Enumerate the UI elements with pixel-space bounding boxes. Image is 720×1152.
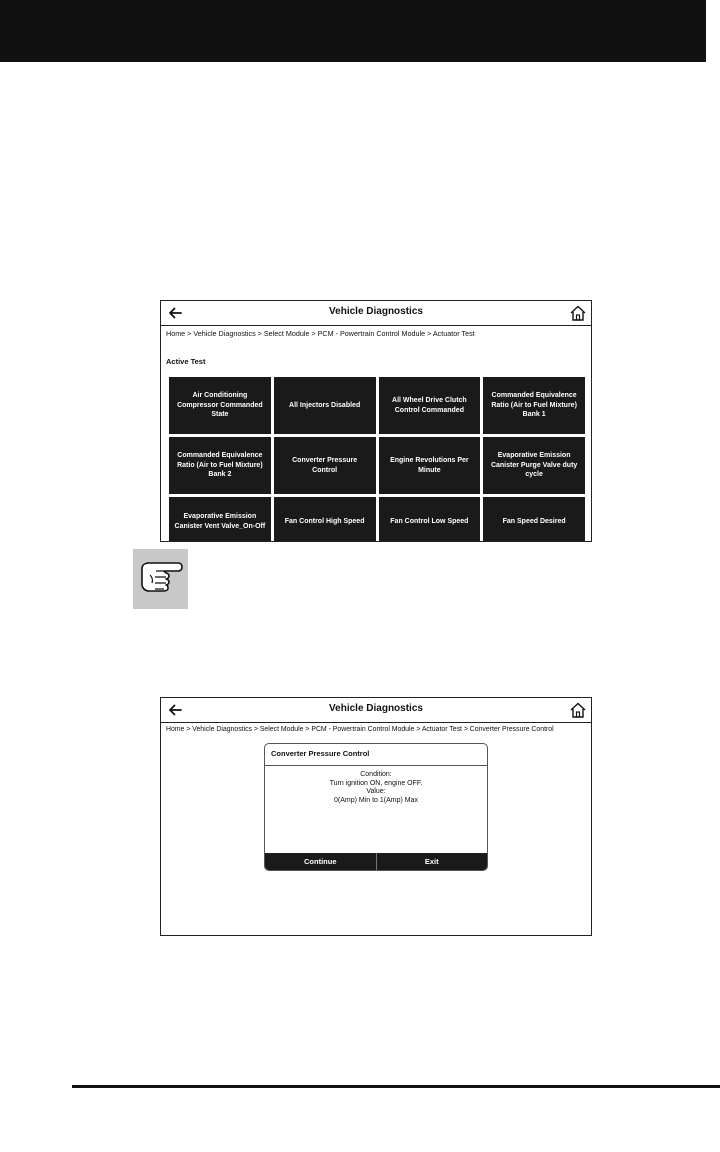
breadcrumb: Home > Vehicle Diagnostics > Select Module > PCM - Powertrain Control Module > Actuator Test > Converter Pressure Control bbox=[166, 726, 554, 733]
converter-pressure-dialog bbox=[264, 743, 488, 871]
home-icon[interactable] bbox=[569, 701, 587, 719]
tile-all-injectors[interactable]: All Injectors Disabled bbox=[274, 377, 376, 434]
tile-purge-valve[interactable]: Evaporative Emission Canister Purge Valve duty cycle bbox=[483, 437, 585, 494]
converter-pressure-screen bbox=[160, 697, 592, 936]
value-label: Value: bbox=[366, 788, 386, 795]
tile-converter-pressure[interactable]: Converter Pressure Control bbox=[274, 437, 376, 494]
home-icon[interactable] bbox=[569, 304, 587, 322]
footer-rule bbox=[72, 1085, 720, 1088]
tile-equivalence-bank1[interactable]: Commanded Equivalence Ratio (Air to Fuel Mixture) Bank 1 bbox=[483, 377, 585, 434]
tile-fan-desired[interactable]: Fan Speed Desired bbox=[483, 497, 585, 542]
actuator-tile-grid bbox=[169, 377, 585, 542]
pointing-hand-icon bbox=[133, 549, 188, 609]
breadcrumb: Home > Vehicle Diagnostics > Select Module > PCM - Powertrain Control Module > Actuator Test bbox=[166, 329, 475, 338]
app-header bbox=[161, 301, 591, 326]
condition-text: Turn ignition ON, engine OFF. bbox=[329, 779, 423, 787]
screen-title: Vehicle Diagnostics bbox=[329, 703, 423, 714]
page-header-bar bbox=[0, 0, 706, 62]
dialog-body bbox=[265, 771, 487, 805]
tile-fan-high[interactable]: Fan Control High Speed bbox=[274, 497, 376, 542]
actuator-test-screen bbox=[160, 300, 592, 542]
dialog-divider bbox=[265, 765, 487, 766]
condition-label: Condition: bbox=[360, 771, 392, 778]
tile-awd-clutch[interactable]: All Wheel Drive Clutch Control Commanded bbox=[379, 377, 481, 434]
tile-engine-rpm[interactable]: Engine Revolutions Per Minute bbox=[379, 437, 481, 494]
exit-button[interactable]: Exit bbox=[376, 853, 488, 870]
tile-vent-valve[interactable]: Evaporative Emission Canister Vent Valve_On-Off bbox=[169, 497, 271, 542]
tile-equivalence-bank2[interactable]: Commanded Equivalence Ratio (Air to Fuel Mixture) Bank 2 bbox=[169, 437, 271, 494]
app-header bbox=[161, 698, 591, 723]
dialog-title: Converter Pressure Control bbox=[271, 749, 370, 758]
section-title: Active Test bbox=[166, 357, 206, 366]
continue-button[interactable]: Continue bbox=[304, 857, 337, 866]
tile-fan-low[interactable]: Fan Control Low Speed bbox=[379, 497, 481, 542]
note-box bbox=[133, 549, 188, 609]
screen-title: Vehicle Diagnostics bbox=[329, 306, 423, 317]
dialog-buttons bbox=[265, 853, 487, 870]
value-text: 0(Amp) Min to 1(Amp) Max bbox=[333, 796, 419, 804]
tile-ac-compressor[interactable]: Air Conditioning Compressor Commanded State bbox=[169, 377, 271, 434]
